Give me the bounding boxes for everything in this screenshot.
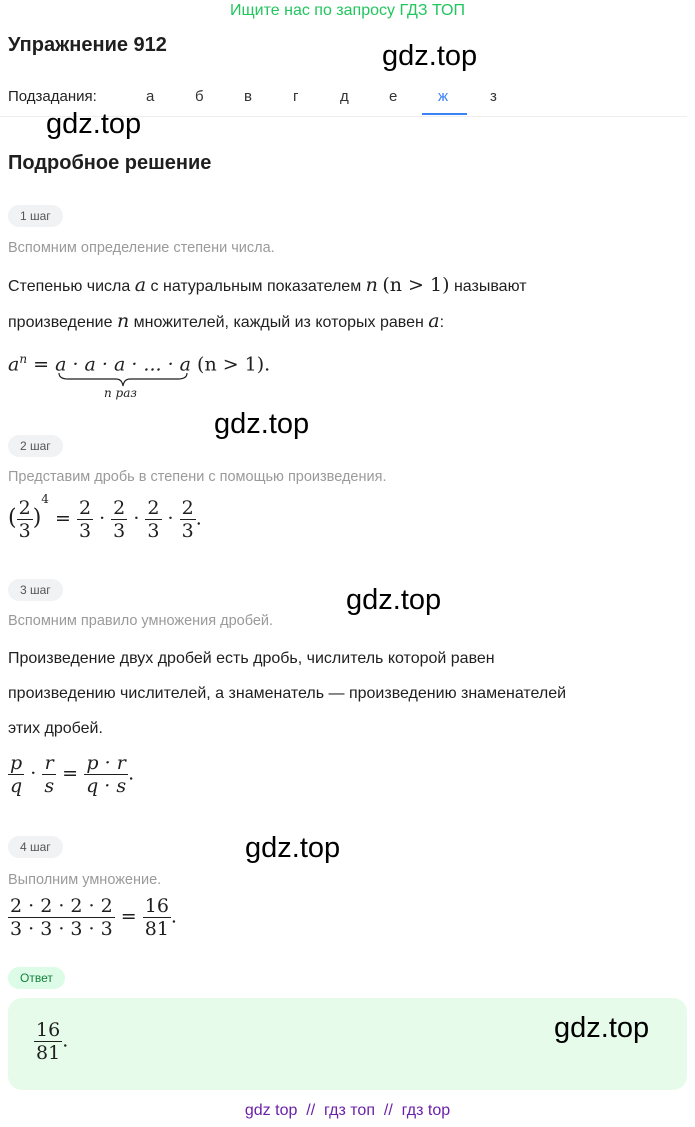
subtask-tab-e[interactable]: е (389, 88, 398, 105)
subtask-tab-b[interactable]: б (195, 88, 204, 105)
watermark: gdz.top (46, 108, 142, 140)
step-text: произведение n множителей, каждый из которых равен a: (8, 310, 445, 332)
subtask-tab-v[interactable]: в (244, 88, 252, 105)
subtask-tab-zh[interactable]: ж (438, 88, 449, 105)
step-badge: 3 шаг (8, 579, 63, 601)
var-a: a (134, 274, 147, 296)
subtask-tab-d[interactable]: д (340, 88, 349, 105)
watermark: gdz.top (346, 584, 442, 616)
page-title: Упражнение 912 (8, 34, 167, 56)
step-text: Степенью числа a с натуральным показателем n (n > 1) называют (8, 274, 527, 296)
step-text: этих дробей. (8, 720, 103, 737)
formula-power-definition: $a^n = a \cdot a \cdot a$ · ... · a (n > 1). (8, 352, 271, 376)
step-badge: 4 шаг (8, 836, 63, 858)
step-hint: Вспомним определение степени числа. (8, 240, 275, 256)
var-n: n (365, 274, 378, 296)
formula-fraction-power: ( $\frac{2}{3}$ )$^4$ = $\frac{2}{3}$ · $\frac{2}{3}$ · $\frac{2}{3}$ · $\frac{2}{3}$ . (8, 492, 202, 542)
step-badge: 1 шаг (8, 205, 63, 227)
product: a · a · a · ... · a (55, 353, 191, 376)
formula-fraction-product: $\frac{p}{q}$ · $\frac{r}{s}$ = $\frac{p \cdot r}{q \cdot s}$ . (10, 752, 135, 797)
subtask-tab-a[interactable]: а (146, 88, 155, 105)
step-hint: Выполним умножение. (8, 872, 162, 888)
step-hint: Вспомним правило умножения дробей. (8, 613, 274, 629)
formula-multiplication: $\frac{2 \cdot 2 \cdot 2 \cdot 2}{3 \cdot 3 \cdot 3 \cdot 3}$ = $\frac{16}{81}$ . (10, 895, 177, 940)
step-text: произведению числителей, а знаменатель — произведению знаменателей (8, 685, 567, 702)
step-text: Произведение двух дробей есть дробь, числитель которой равен (8, 650, 495, 667)
answer-badge: Ответ (8, 967, 65, 989)
condition: (n > 1) (382, 274, 450, 296)
solution-title: Подробное решение (8, 152, 212, 174)
promo-banner[interactable]: Ищите нас по запросу ГДЗ ТОП (230, 2, 465, 19)
watermark: gdz.top (554, 1012, 650, 1044)
brace-label: n раз (104, 386, 137, 400)
watermark: gdz.top (214, 408, 310, 440)
active-tab-indicator (422, 113, 467, 115)
subtasks-label: Подзадания: (8, 88, 97, 105)
watermark: gdz.top (245, 832, 341, 864)
footer-links[interactable]: gdz top // гдз топ // гдз top (244, 1102, 451, 1119)
watermark: gdz.top (382, 40, 478, 72)
answer-value: $\frac{16}{81}$ . (36, 1019, 69, 1064)
step-badge: 2 шаг (8, 435, 63, 457)
subtask-tab-z[interactable]: з (490, 88, 497, 105)
subtask-tab-g[interactable]: г (293, 88, 299, 105)
step-hint: Представим дробь в степени с помощью произведения. (8, 469, 387, 485)
